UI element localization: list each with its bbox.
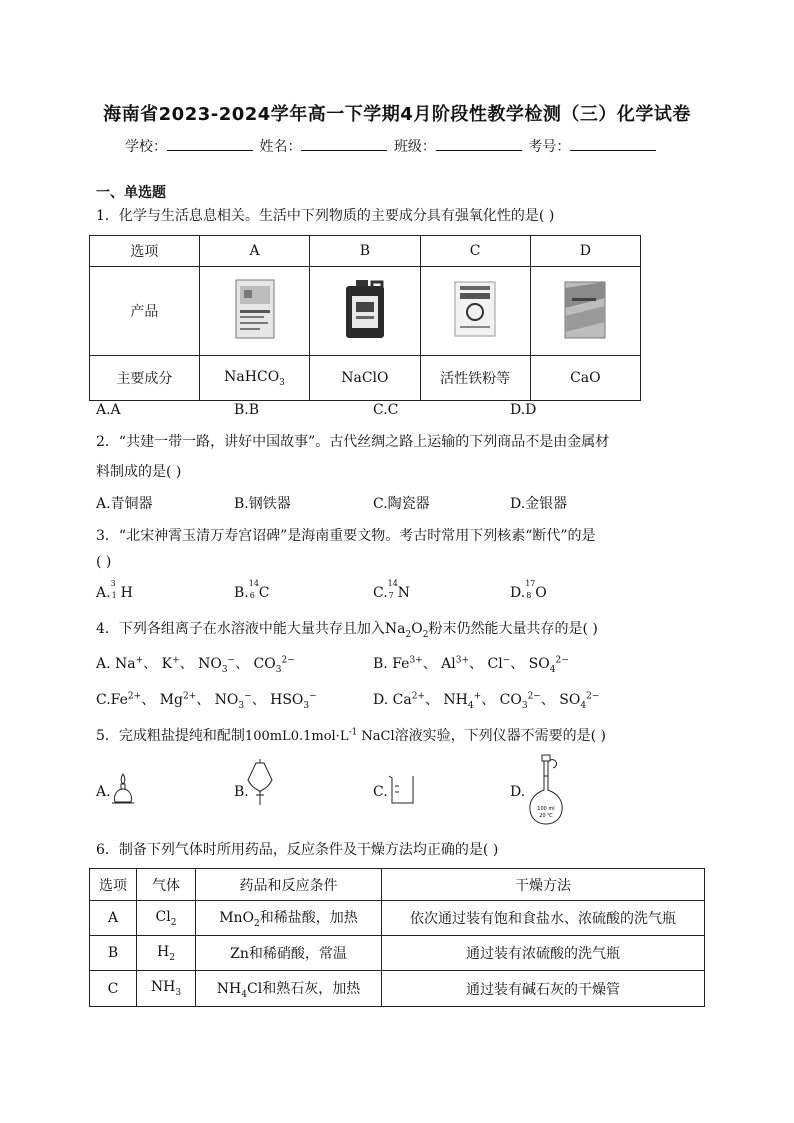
section-heading: 一、单选题 — [96, 185, 166, 201]
q2-stem-line2: 料制成的是( ) — [96, 464, 182, 480]
flask-volume-label: 100 ml — [537, 806, 555, 812]
q6-reagent-cell: $NH_4Cl$和熟石灰，加热 — [196, 971, 382, 1007]
name-label: 姓名： — [259, 139, 302, 155]
q6-header-cell: 药品和反应条件 — [196, 869, 382, 901]
nuclide-notation — [387, 579, 398, 601]
component-b: NaClO — [310, 356, 420, 401]
page-title: 海南省2023-2024学年高一下学期4月阶段性教学检测（三）化学试卷 — [103, 104, 691, 125]
q3-option-d[interactable] — [510, 579, 547, 601]
q4-option-d[interactable]: D. $Ca^{2+}$、 $NH_4^+$、 $CO_3^{2-}$、 $SO_4^{2-}$ — [373, 691, 600, 711]
q6-reagent-cell: Zn和稀硝酸，常温 — [196, 936, 382, 971]
student-info — [125, 136, 658, 156]
option-label: D. — [373, 692, 389, 708]
element-symbol: H — [120, 585, 133, 601]
q5-option-d[interactable] — [510, 784, 525, 800]
q1-header-cell: C — [420, 236, 530, 267]
volumetric-flask-icon — [525, 754, 567, 826]
option-label: A. — [96, 656, 111, 672]
option-label: D. — [510, 585, 526, 601]
q1-header-cell: B — [310, 236, 420, 267]
q6-option-cell: A — [90, 901, 137, 936]
table-row — [90, 936, 705, 971]
q6-header-cell: 气体 — [137, 869, 196, 901]
table-row — [90, 901, 705, 936]
reagent-text: 和稀硝酸，常温 — [248, 946, 347, 962]
atomic-number: 6 — [249, 591, 255, 600]
q1-header-cell: A — [199, 236, 309, 267]
q4-stem-part1: 4．下列各组离子在水溶液中能大量共存且加入 — [96, 621, 385, 637]
product-image-c — [420, 267, 530, 356]
q1-header-cell: 选项 — [90, 236, 200, 267]
q1-header-cell: D — [530, 236, 640, 267]
product-image-d — [530, 267, 640, 356]
q6-drying-cell: 通过装有碱石灰的干燥管 — [382, 971, 705, 1007]
q2-option-b[interactable]: B.钢铁器 — [234, 496, 291, 512]
q1-table — [89, 235, 641, 401]
q6-option-cell: C — [90, 971, 137, 1007]
atomic-number: 1 — [111, 591, 117, 600]
component-a — [199, 356, 309, 401]
q5-stem-part1: 5．完成粗盐提纯和配制 — [96, 728, 245, 744]
mass-number: 3 — [110, 579, 116, 588]
q1-option-b[interactable]: B.B — [234, 402, 260, 418]
school-label: 学校： — [125, 139, 167, 155]
q4-option-c[interactable]: $C.Fe^{2+}$、 $Mg^{2+}$、 $NO_3^-$、 $HSO_3^-$ — [96, 691, 317, 711]
q2-option-d[interactable]: D.金银器 — [510, 496, 568, 512]
option-label: C. — [96, 692, 111, 708]
q6-header-cell: 选项 — [90, 869, 137, 901]
q2-option-a[interactable]: A.青铜器 — [96, 496, 153, 512]
q3-stem-line2: ( ) — [96, 554, 112, 570]
q1-stem: 1．化学与生活息息相关。生活中下列物质的主要成分具有强氧化性的是( ) — [96, 208, 555, 224]
q5-stem-part2: 溶液实验，下列仪器不需要的是( ) — [394, 728, 606, 744]
element-symbol: N — [397, 585, 410, 601]
number-label: 考号： — [528, 139, 571, 155]
q1-row-product-label: 产品 — [90, 267, 200, 356]
beaker-icon — [387, 774, 417, 806]
hand-warmer-pack-image — [452, 278, 498, 340]
nuclide-notation — [525, 579, 536, 601]
class-blank[interactable] — [436, 136, 522, 151]
q1-option-a[interactable]: A.A — [96, 402, 121, 418]
alcohol-lamp-icon — [110, 772, 136, 806]
q6-table — [89, 868, 705, 1007]
flask-temperature-label: 20 ℃ — [539, 813, 553, 819]
name-blank[interactable] — [301, 136, 387, 151]
component-a-subscript: 3 — [279, 377, 285, 388]
q5-stem — [96, 725, 606, 745]
q3-option-b[interactable] — [234, 579, 270, 601]
product-image-b — [310, 267, 420, 356]
separatory-funnel-icon — [246, 758, 274, 806]
product-image-a — [199, 267, 309, 356]
component-d: CaO — [530, 356, 640, 401]
q5-option-a[interactable] — [96, 784, 111, 800]
q2-stem-line1: 2．“共建一带一路，讲好中国故事”。古代丝绸之路上运输的下列商品不是由金属材 — [96, 434, 610, 450]
option-label: D. — [510, 784, 526, 800]
q6-header-cell: 干燥方法 — [382, 869, 705, 901]
q6-drying-cell: 依次通过装有饱和食盐水、浓硫酸的洗气瓶 — [382, 901, 705, 936]
q6-reagent-cell: MnO$_2$和稀盐酸，加热 — [196, 901, 382, 936]
element-symbol: C — [258, 585, 270, 601]
q6-gas-cell: $H_2$ — [137, 936, 196, 971]
number-blank[interactable] — [570, 136, 656, 151]
q4-stem-part2: 粉末仍然能大量共存的是( ) — [428, 621, 598, 637]
reagent-text: 和稀盐酸，加热 — [259, 910, 358, 927]
mass-number: 14 — [387, 579, 398, 588]
component-c: 活性铁粉等 — [420, 356, 530, 401]
q5-stem-concentration: 100mL0.1mol·L — [244, 729, 349, 744]
q6-gas-cell: $NH_3$ — [137, 971, 196, 1007]
q5-stem-superscript: -1 — [348, 727, 358, 738]
q6-option-cell: B — [90, 936, 137, 971]
option-label: C. — [373, 784, 388, 800]
option-label: A. — [96, 585, 111, 601]
element-symbol: O — [535, 585, 547, 601]
q4-option-b[interactable]: B. $Fe^{3+}$、 $Al^{3+}$、 Cl−、 $SO_4^{2-}$ — [373, 655, 569, 675]
q1-option-c[interactable]: C.C — [373, 402, 399, 418]
option-label: B. — [234, 784, 249, 800]
atomic-number: 8 — [526, 591, 532, 600]
desiccant-pack-image — [562, 278, 608, 340]
q3-option-a[interactable] — [96, 579, 133, 601]
q5-option-c[interactable] — [373, 784, 388, 800]
nuclide-notation — [110, 579, 121, 601]
q6-drying-cell: 通过装有浓硫酸的洗气瓶 — [382, 936, 705, 971]
atomic-number: 7 — [388, 591, 394, 600]
option-label: B. — [373, 656, 388, 672]
q4-stem: 4．下列各组离子在水溶液中能大量共存且加入$Na_2O_2$粉末仍然能大量共存的是( ) — [96, 621, 598, 640]
class-label: 班级： — [393, 139, 436, 155]
mass-number: 17 — [525, 579, 536, 588]
reagent-text: 和熟石灰，加热 — [262, 980, 361, 997]
baking-soda-bag-image — [232, 278, 278, 340]
q5-stem-nacl: NaCl — [357, 729, 395, 744]
table-row — [90, 971, 705, 1007]
q6-gas-cell: $Cl_2$ — [137, 901, 196, 936]
q4-stem-formula: Na — [384, 621, 406, 637]
q2-option-c[interactable]: C.陶瓷器 — [373, 496, 430, 512]
option-label: A. — [96, 784, 111, 800]
component-a-formula: NaHCO — [224, 368, 280, 385]
mass-number: 14 — [248, 579, 259, 588]
bleach-bottle-image — [342, 278, 388, 340]
q4-option-a[interactable]: A. Na+、 K+、 $NO_3^-$、 $CO_3^{2-}$ — [96, 655, 295, 675]
q6-stem: 6．制备下列气体时所用药品，反应条件及干燥方法均正确的是( ) — [96, 842, 499, 858]
option-label: B. — [234, 585, 249, 601]
school-blank[interactable] — [167, 136, 253, 151]
q3-option-c[interactable] — [373, 579, 410, 601]
option-label: C. — [373, 585, 388, 601]
q1-row-component-label: 主要成分 — [90, 356, 200, 401]
q3-stem-line1: 3．“北宋神霄玉清万寿宫诏碑”是海南重要文物。考古时常用下列核素“断代”的是 — [96, 528, 596, 544]
nuclide-notation — [248, 579, 259, 601]
q1-option-d[interactable]: D.D — [510, 402, 537, 418]
